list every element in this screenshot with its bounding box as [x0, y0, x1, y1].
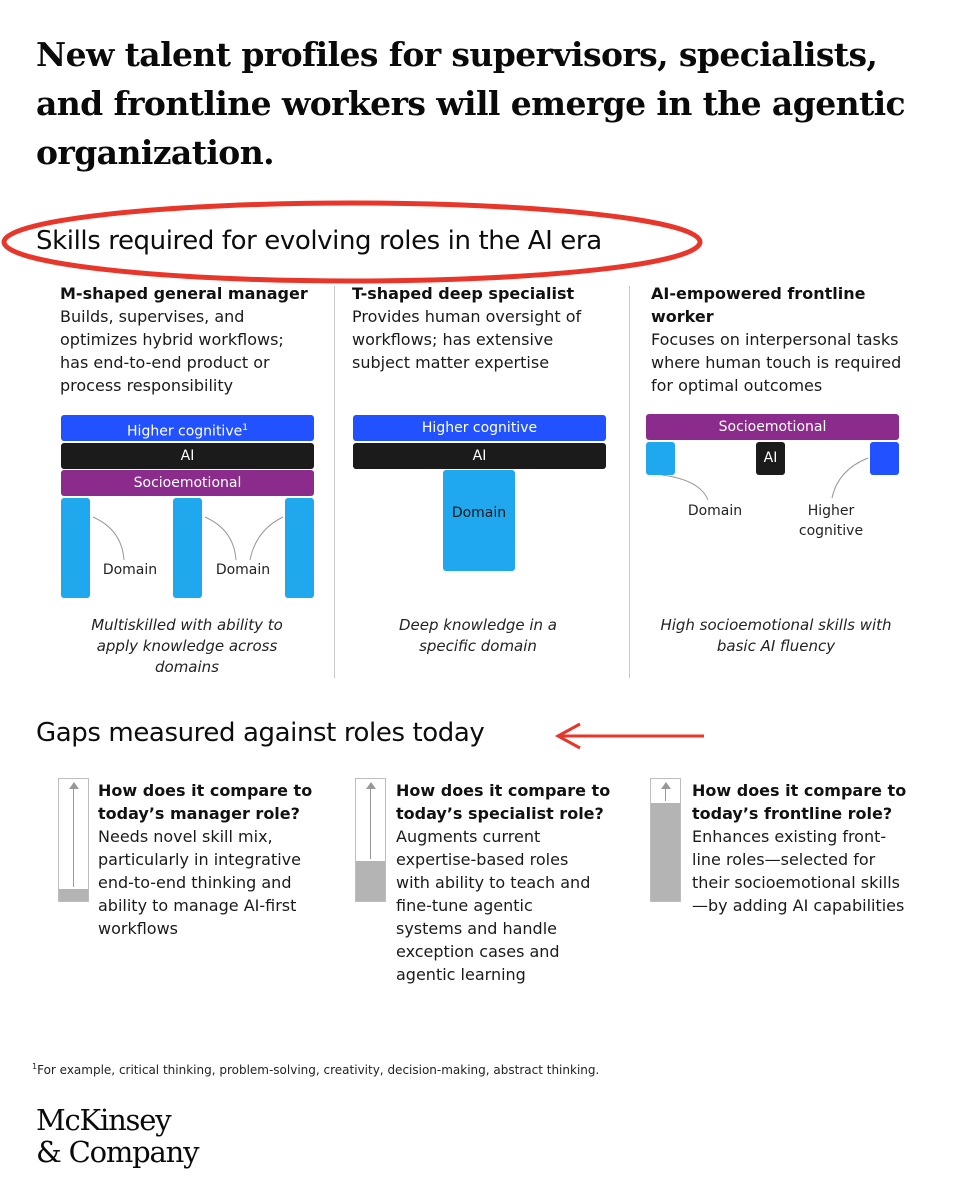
bar-socioemotional: Socioemotional	[61, 470, 314, 496]
annotation-arrow	[550, 718, 710, 754]
bar-ai: AI	[61, 443, 314, 469]
role-caption-specialist: Deep knowledge in a specific domain	[398, 616, 557, 655]
gauge-fill	[356, 861, 385, 901]
domain-label: Domain	[215, 562, 271, 578]
gap-question-specialist: How does it compare to today’s specialist role?	[396, 781, 611, 823]
gauge-fill	[651, 803, 680, 901]
gauge-arrow-icon	[661, 782, 671, 789]
higher-cognitive-block	[870, 442, 899, 475]
role-description-manager: Builds, supervises, and optimizes hybrid workflows; has end-to-end product or process responsibility	[60, 307, 284, 395]
gap-gauge-manager	[58, 778, 89, 902]
column-divider	[334, 286, 335, 678]
role-caption-manager: Multiskilled with ability to apply knowledge across domains	[91, 616, 283, 676]
gap-question-manager: How does it compare to today’s manager role?	[98, 781, 313, 823]
gap-gauge-frontline	[650, 778, 681, 902]
gap-answer-manager: Needs novel skill mix, particularly in integrative end-to-end thinking and ability to manage AI-first workflows	[98, 827, 301, 938]
gauge-arrow-line	[665, 787, 666, 801]
gauge-fill	[59, 889, 88, 901]
ai-block: AI	[756, 442, 785, 475]
bar-higher-cognitive: Higher cognitive$^1$	[61, 415, 314, 441]
gap-question-frontline: How does it compare to today’s frontline role?	[692, 781, 907, 823]
bar-ai: AI	[353, 443, 606, 469]
gap-answer-specialist: Augments current expertise-based roles with ability to teach and fine-tune agentic systems and handle exception cases and agentic learning	[396, 827, 591, 984]
domain-block: Domain	[443, 470, 515, 571]
column-divider	[629, 286, 630, 678]
domain-block	[646, 442, 675, 475]
gap-gauge-specialist	[355, 778, 386, 902]
footnote: $^1$For example, critical thinking, problem-solving, creativity, decision-making, abstract thinking.	[32, 1062, 600, 1077]
bar-socioemotional: Socioemotional	[646, 414, 899, 440]
domain-pillar	[61, 498, 90, 598]
domain-pillar	[173, 498, 202, 598]
gauge-arrow-icon	[366, 782, 376, 789]
mckinsey-logo: McKinsey & Company	[36, 1103, 199, 1169]
gauge-arrow-line	[73, 787, 74, 887]
annotation-ellipse	[0, 198, 715, 290]
role-name-manager: M-shaped general manager	[60, 284, 308, 303]
higher-cognitive-label: Higher cognitive	[798, 503, 864, 539]
page-title: New talent profiles for supervisors, specialists, and frontline workers will emerge in the agentic organization.	[36, 35, 906, 172]
domain-label: Domain	[687, 503, 743, 519]
section-heading-skills: Skills required for evolving roles in the AI era	[36, 226, 602, 256]
role-description-specialist: Provides human oversight of workflows; has extensive subject matter expertise	[352, 307, 582, 372]
role-description-frontline: Focuses on interpersonal tasks where human touch is required for optimal outcomes	[651, 330, 902, 395]
role-caption-frontline: High socioemotional skills with basic AI fluency	[660, 616, 892, 655]
gauge-arrow-line	[370, 787, 371, 859]
role-name-frontline: AI-empowered frontline worker	[651, 284, 866, 326]
section-heading-gaps: Gaps measured against roles today	[36, 718, 485, 748]
domain-label: Domain	[102, 562, 158, 578]
gauge-arrow-icon	[69, 782, 79, 789]
bar-higher-cognitive: Higher cognitive	[353, 415, 606, 441]
gap-answer-frontline: Enhances existing front-line roles—selected for their socioemotional skills—by adding AI capabilities	[692, 827, 905, 915]
domain-pillar	[285, 498, 314, 598]
role-name-specialist: T-shaped deep specialist	[352, 284, 575, 303]
